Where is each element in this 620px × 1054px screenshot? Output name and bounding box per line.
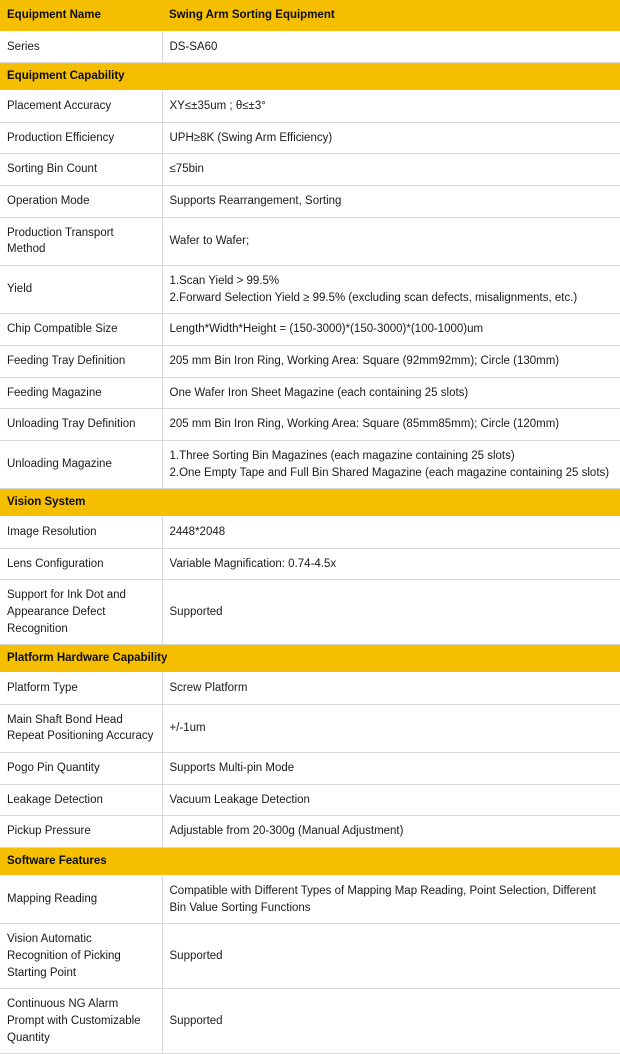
spec-row-label: Continuous NG Alarm Prompt with Customizable Quantity [0, 989, 162, 1054]
spec-row-value [162, 517, 620, 549]
section-header-label: Software Features [0, 848, 620, 876]
spec-row [0, 784, 620, 816]
spec-row-value [162, 989, 620, 1054]
section-header-label: Platform Hardware Capability [0, 645, 620, 673]
spec-row-label: Leakage Detection [0, 784, 162, 816]
spec-row-label: Operation Mode [0, 186, 162, 218]
spec-value-line: ≤75bin [169, 163, 204, 176]
spec-row-label: Vision Automatic Recognition of Picking Starting Point [0, 924, 162, 989]
spec-row-label: Feeding Tray Definition [0, 346, 162, 378]
spec-row [0, 875, 620, 923]
spec-value-line: Adjustable from 20-300g (Manual Adjustment) [169, 825, 404, 838]
spec-row-label: Pickup Pressure [0, 816, 162, 848]
spec-row [0, 409, 620, 441]
spec-value-line: Supported [169, 606, 223, 619]
spec-row [0, 753, 620, 785]
spec-value-line: +/-1um [169, 722, 206, 735]
spec-value-line: 205 mm Bin Iron Ring, Working Area: Square (85mm85mm); Circle (120mm) [169, 418, 560, 431]
spec-value-line: 205 mm Bin Iron Ring, Working Area: Square (92mm92mm); Circle (130mm) [169, 355, 560, 368]
spec-row [0, 186, 620, 218]
spec-value-line: 1.Scan Yield > 99.5% [169, 275, 280, 288]
section-header-row [0, 645, 620, 673]
spec-row [0, 314, 620, 346]
spec-row-value [162, 186, 620, 218]
spec-row-value [162, 753, 620, 785]
spec-value-line: UPH≥8K (Swing Arm Efficiency) [169, 131, 333, 144]
spec-row [0, 346, 620, 378]
spec-value-line: Compatible with Different Types of Mapping Map Reading, Point Selection, Different Bin Value Sorting Functions [169, 884, 596, 914]
spec-value-line: Supported [169, 949, 223, 962]
spec-row [0, 704, 620, 752]
spec-row [0, 441, 620, 489]
spec-row-value [162, 314, 620, 346]
spec-row [0, 122, 620, 154]
equipment-name-row [0, 0, 620, 31]
spec-row-label: Mapping Reading [0, 875, 162, 923]
spec-row-label: Lens Configuration [0, 548, 162, 580]
equipment-name-label: Equipment Name [0, 0, 162, 31]
section-header-row [0, 848, 620, 876]
spec-row-value [162, 875, 620, 923]
spec-row-label: Image Resolution [0, 517, 162, 549]
spec-row [0, 266, 620, 314]
spec-row-label: Production Efficiency [0, 122, 162, 154]
spec-row-value [162, 31, 620, 63]
spec-row [0, 154, 620, 186]
spec-row-value [162, 704, 620, 752]
spec-value-line: Supported [169, 1014, 223, 1027]
spec-value-line: 2.Forward Selection Yield ≥ 99.5% (excluding scan defects, misalignments, etc.) [169, 291, 578, 304]
spec-row-label: Main Shaft Bond Head Repeat Positioning Accuracy [0, 704, 162, 752]
spec-row-value [162, 548, 620, 580]
spec-row-value [162, 346, 620, 378]
spec-value-line: 1.Three Sorting Bin Magazines (each magazine containing 25 slots) [169, 450, 515, 463]
spec-value-line: One Wafer Iron Sheet Magazine (each containing 25 slots) [169, 386, 469, 399]
spec-row [0, 548, 620, 580]
spec-row-value [162, 91, 620, 123]
spec-row-value [162, 580, 620, 645]
spec-row-value [162, 217, 620, 265]
spec-row-value [162, 816, 620, 848]
spec-value-line: DS-SA60 [169, 40, 218, 53]
section-header-label: Vision System [0, 489, 620, 517]
spec-row-value [162, 673, 620, 705]
spec-row [0, 673, 620, 705]
spec-row [0, 816, 620, 848]
equipment-name-value: Swing Arm Sorting Equipment [162, 0, 620, 31]
spec-value-line: Length*Width*Height = (150-3000)*(150-3000)*(100-1000)um [169, 323, 484, 336]
spec-row-label: Yield [0, 266, 162, 314]
spec-row [0, 91, 620, 123]
spec-row [0, 580, 620, 645]
spec-row [0, 989, 620, 1054]
spec-row-label: Placement Accuracy [0, 91, 162, 123]
section-header-row [0, 489, 620, 517]
spec-row-value [162, 122, 620, 154]
spec-row-label: Support for Ink Dot and Appearance Defect Recognition [0, 580, 162, 645]
spec-row-label: Sorting Bin Count [0, 154, 162, 186]
spec-row-value [162, 409, 620, 441]
spec-value-line: Variable Magnification: 0.74-4.5x [169, 557, 337, 570]
spec-row-value [162, 924, 620, 989]
spec-row-label: Series [0, 31, 162, 63]
spec-value-line: Supports Multi-pin Mode [169, 762, 295, 775]
spec-value-line: Wafer to Wafer; [169, 235, 250, 248]
spec-row-label: Feeding Magazine [0, 377, 162, 409]
spec-value-line: 2.One Empty Tape and Full Bin Shared Magazine (each magazine containing 25 slots) [169, 466, 610, 479]
spec-row [0, 31, 620, 63]
spec-row-value [162, 266, 620, 314]
section-header-label: Equipment Capability [0, 63, 620, 91]
spec-row-value [162, 441, 620, 489]
section-header-row [0, 63, 620, 91]
spec-value-line: 2448*2048 [169, 526, 226, 539]
spec-row [0, 377, 620, 409]
spec-row [0, 217, 620, 265]
spec-row [0, 924, 620, 989]
spec-row-label: Production Transport Method [0, 217, 162, 265]
spec-row-value [162, 154, 620, 186]
spec-row-value [162, 377, 620, 409]
spec-value-line: XY≤±35um ; θ≤±3° [169, 100, 266, 113]
spec-value-line: Vacuum Leakage Detection [169, 793, 310, 806]
spec-row-label: Chip Compatible Size [0, 314, 162, 346]
spec-row [0, 517, 620, 549]
spec-row-label: Unloading Magazine [0, 441, 162, 489]
spec-value-line: Screw Platform [169, 682, 248, 695]
spec-row-label: Pogo Pin Quantity [0, 753, 162, 785]
spec-row-label: Platform Type [0, 673, 162, 705]
spec-row-label: Unloading Tray Definition [0, 409, 162, 441]
spec-value-line: Supports Rearrangement, Sorting [169, 195, 342, 208]
spec-row-value [162, 784, 620, 816]
